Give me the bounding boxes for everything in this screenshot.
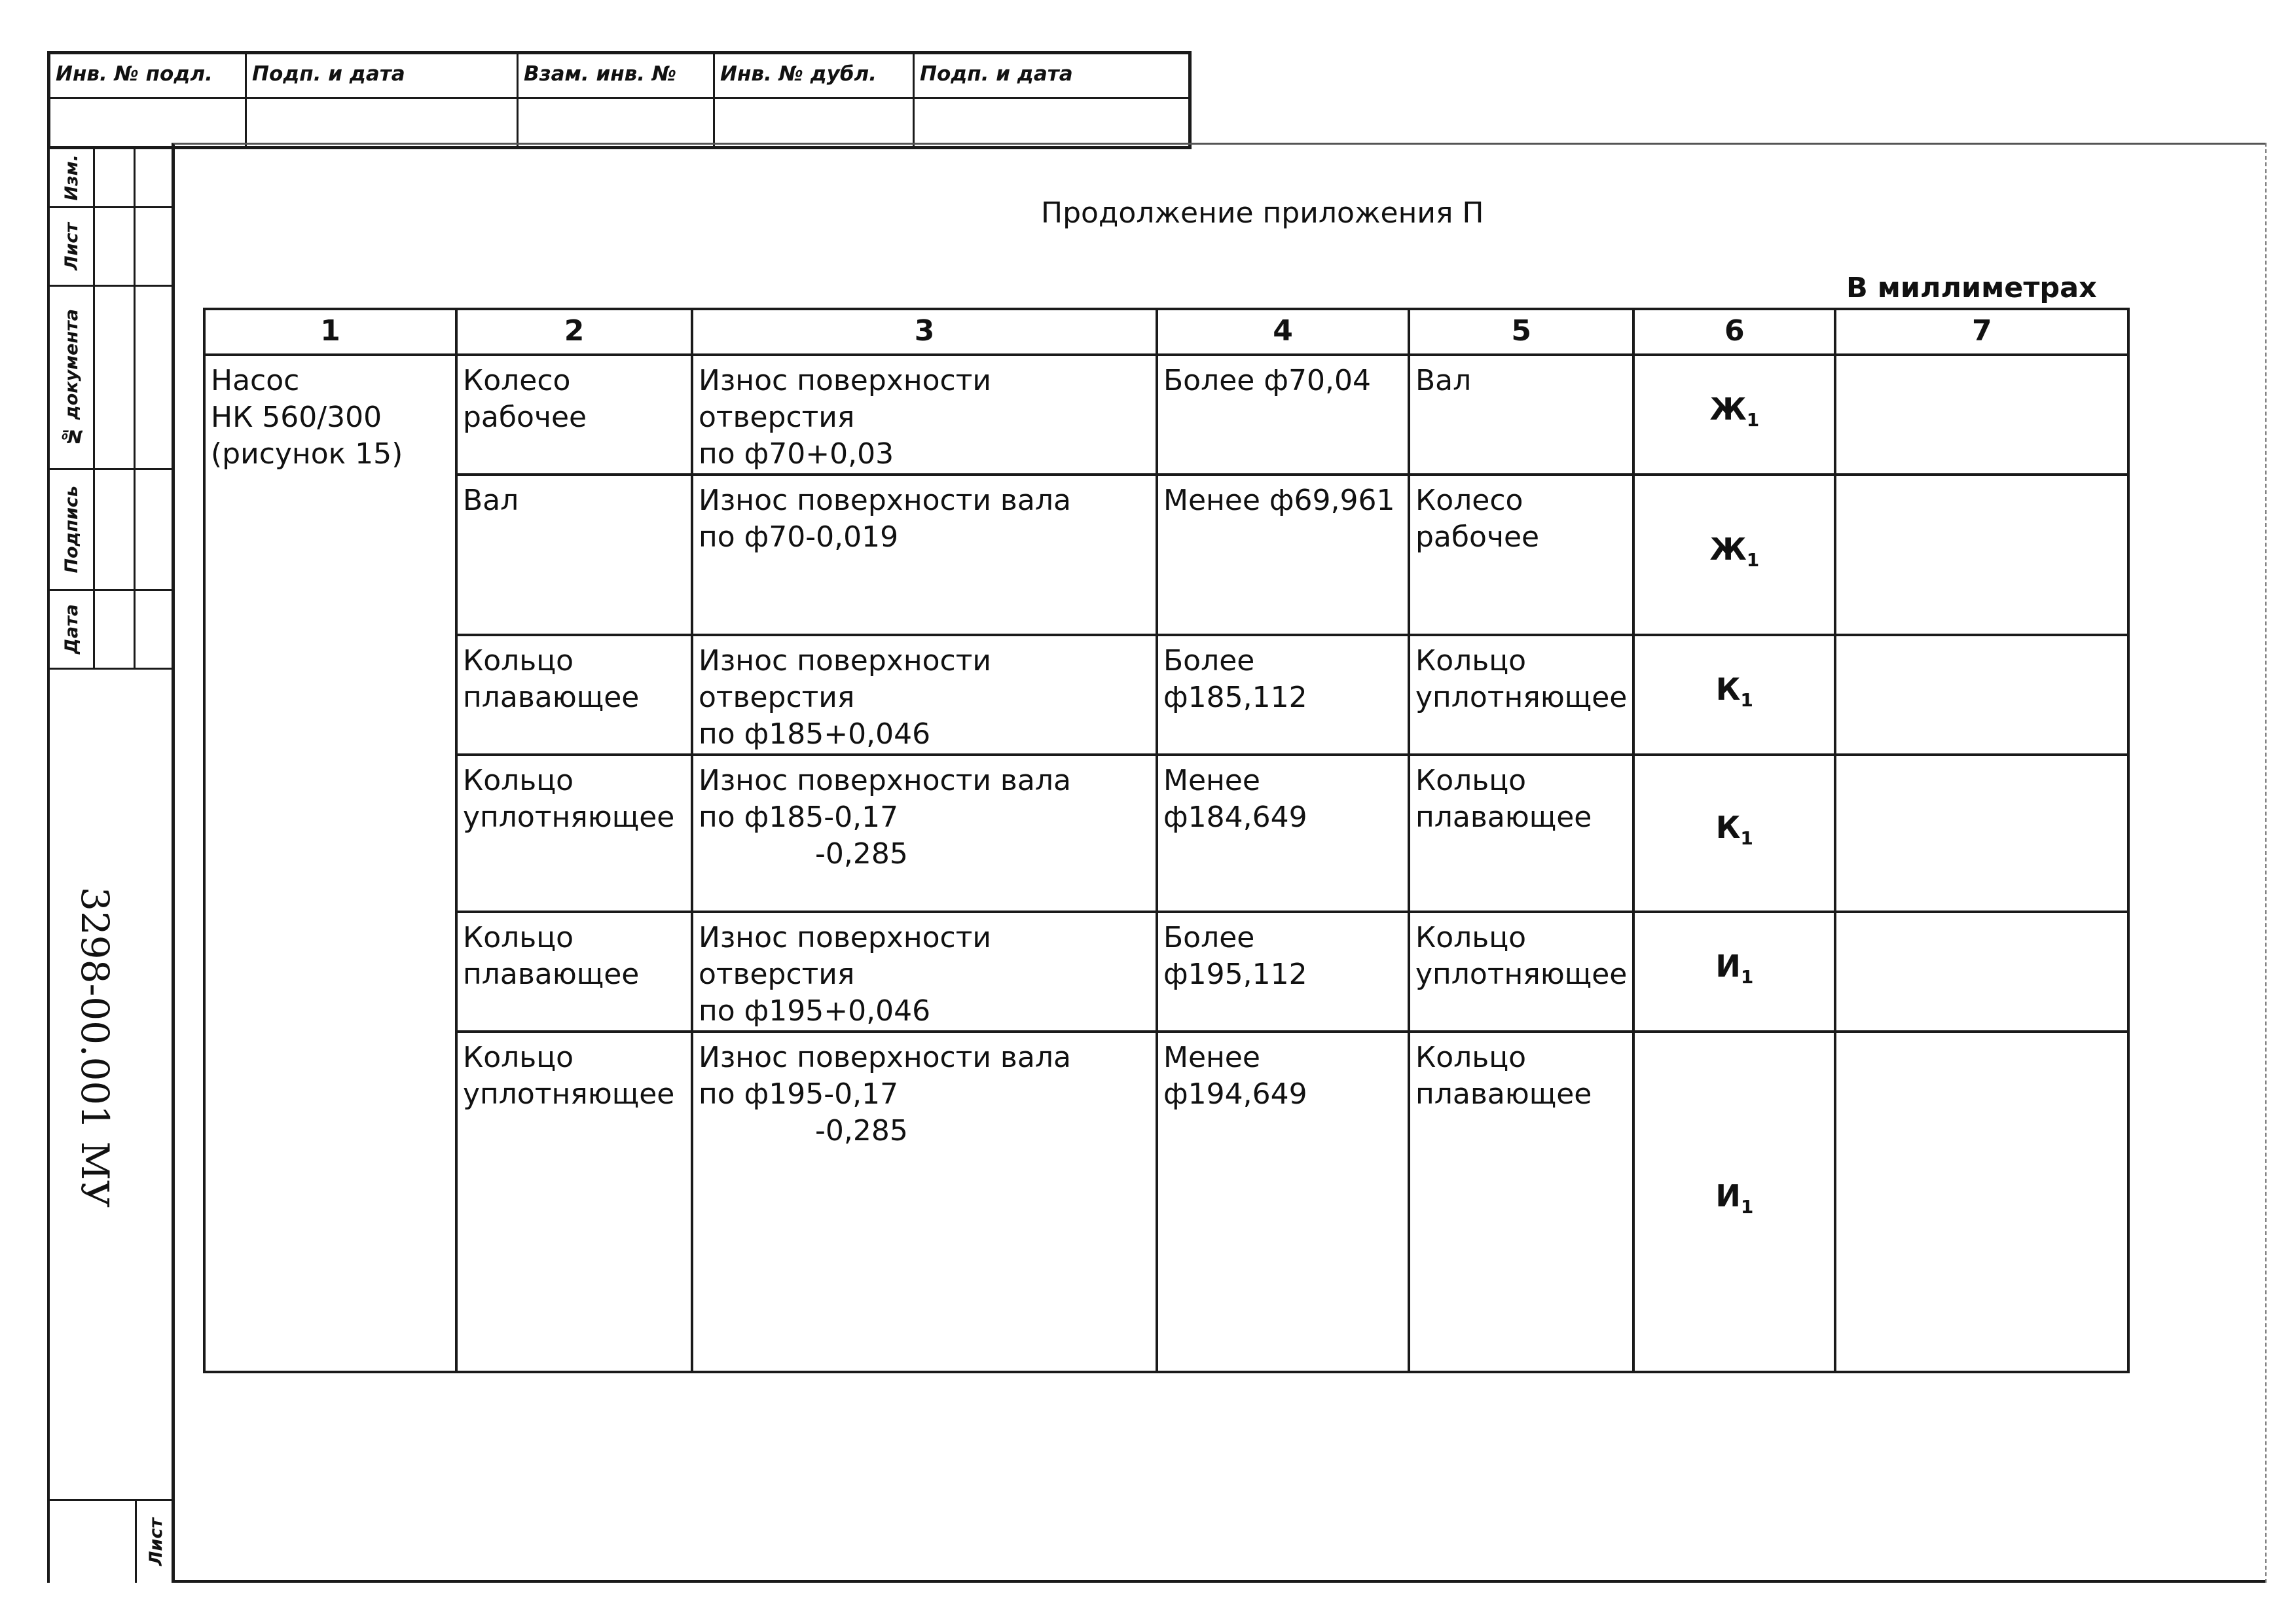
column-header: 2 [456,309,692,355]
table-row [204,912,2128,1032]
table-header-row [204,309,2128,355]
part-line: Вал [463,484,519,517]
strip-row-izm [50,149,175,208]
note-cell [1835,635,2128,755]
part-line: Кольцо [463,921,574,954]
repair-mark-index: 1 [1746,409,1760,431]
defect-line: Износ поверхности вала [699,764,1071,797]
stamp-header-sign-date-2: Подп. и дата [915,54,1188,99]
frame-right-edge [2265,143,2267,1583]
part-line: Кольцо [463,1041,574,1074]
limit-cell [1157,635,1409,755]
mating-part-cell [1409,355,1633,475]
part-line: рабочее [463,401,587,434]
defect-line: Износ поверхности отверстия [699,921,991,991]
defect-line: по ф70-0,019 [699,520,899,554]
defect-cell [692,635,1157,755]
mating-part-line: Кольцо [1415,764,1527,797]
part-cell [456,355,692,475]
limit-line: ф184,649 [1163,801,1307,834]
strip-label: Изм. [61,154,82,201]
column-header: 1 [204,309,456,355]
table-row [204,755,2128,912]
limit-cell [1157,475,1409,635]
mating-part-cell [1409,912,1633,1032]
document-number [52,884,137,1211]
defect-line: по ф185+0,046 [699,717,931,751]
object-cell [204,355,456,1372]
object-line: Насос [211,364,300,397]
signature-stamp [47,51,1192,149]
strip-row-date [50,591,175,670]
note-cell [1835,475,2128,635]
defect-line: -0,285 [815,837,908,871]
stamp-cell [247,99,519,146]
defects-table [203,308,2130,1373]
mating-part-line: Кольцо [1415,921,1527,954]
repair-mark-index: 1 [1740,966,1754,988]
strip-row-list [50,208,175,287]
note-cell [1835,755,2128,912]
table-body [204,355,2128,1372]
part-cell [456,1032,692,1372]
limit-line: Менее [1163,764,1260,797]
defect-cell [692,475,1157,635]
column-header: 4 [1157,309,1409,355]
limit-cell [1157,1032,1409,1372]
repair-mark: И [1715,948,1741,984]
mating-part-cell [1409,475,1633,635]
units-label: В миллиметрах [1846,272,2097,304]
defect-line: Износ поверхности вала [699,1041,1071,1074]
table-row [204,635,2128,755]
defect-cell [692,912,1157,1032]
mating-part-line: рабочее [1415,520,1540,554]
repair-mark-cell [1633,475,1835,635]
repair-mark-cell [1633,1032,1835,1372]
side-title-strip [47,149,175,1583]
defect-line: по ф185-0,17 [699,801,899,834]
limit-line: Более ф195,112 [1163,921,1307,991]
mating-part-line: плавающее [1415,801,1592,834]
limit-line: Более [1163,644,1255,677]
limit-line: Менее ф69,961 [1163,484,1395,517]
part-line: плавающее [463,681,640,714]
mating-part-line: Кольцо [1415,644,1527,677]
column-header: 3 [692,309,1157,355]
stamp-cell [915,99,1188,146]
mating-part-cell [1409,1032,1633,1372]
column-header: 6 [1633,309,1835,355]
repair-mark: К [1715,810,1741,846]
part-line: Кольцо [463,764,574,797]
limit-line: Более ф70,04 [1163,364,1371,397]
column-header: 5 [1409,309,1633,355]
defect-line: по ф195-0,17 [699,1077,899,1111]
repair-mark-cell [1633,355,1835,475]
limit-line: ф185,112 [1163,681,1307,714]
defect-line: -0,285 [815,1114,908,1147]
limit-cell [1157,912,1409,1032]
mating-part-line: Вал [1415,364,1472,397]
sheet-number-box [47,1499,175,1583]
defect-line: Износ поверхности вала [699,484,1071,517]
defect-cell [692,355,1157,475]
repair-mark: К [1715,671,1741,707]
part-cell [456,912,692,1032]
defect-cell [692,1032,1157,1372]
stamp-header-sign-date: Подп. и дата [247,54,519,99]
continuation-title: Продолжение приложения П [1041,196,1484,230]
part-line: уплотняющее [463,801,675,834]
mating-part-line: Кольцо [1415,1041,1527,1074]
strip-row-sign [50,470,175,591]
limit-line: Менее ф194,649 [1163,1041,1307,1111]
note-cell [1835,912,2128,1032]
repair-mark-cell [1633,912,1835,1032]
sheet-label: Лист [145,1518,166,1566]
mating-part-line: уплотняющее [1415,958,1628,991]
part-cell [456,755,692,912]
column-header: 7 [1835,309,2128,355]
repair-mark: И [1715,1178,1741,1214]
stamp-cell [519,99,715,146]
note-cell [1835,1032,2128,1372]
stamp-cell [715,99,915,146]
part-line: Кольцо [463,644,574,677]
limit-cell [1157,355,1409,475]
strip-label: Дата [61,604,82,655]
repair-mark-cell [1633,635,1835,755]
mating-part-line: плавающее [1415,1077,1592,1111]
repair-mark-index: 1 [1740,689,1753,712]
limit-cell [1157,755,1409,912]
defect-line: Износ поверхности отверстия [699,364,991,434]
stamp-cell [50,99,247,146]
table-row [204,475,2128,635]
strip-label: № документа [61,308,82,446]
repair-mark-index: 1 [1740,1196,1754,1218]
object-line: (рисунок 15) [211,437,403,471]
defect-cell [692,755,1157,912]
part-line: Колесо [463,364,571,397]
part-line: уплотняющее [463,1077,675,1111]
table-row [204,1032,2128,1372]
repair-mark-index: 1 [1746,549,1760,571]
stamp-header-replace-inv: Взам. инв. № [519,54,715,99]
document-number-text: 3298-00.001 МУ [73,887,117,1208]
mating-part-cell [1409,755,1633,912]
strip-row-doc [50,287,175,470]
defect-line: Износ поверхности отверстия [699,644,991,714]
repair-mark-cell [1633,755,1835,912]
object-line: НК 560/300 [211,401,382,434]
strip-label: Подпись [61,486,82,573]
defect-line: по ф195+0,046 [699,994,931,1028]
repair-mark: Ж [1709,531,1747,567]
defect-line: по ф70+0,03 [699,437,894,471]
stamp-header-inv-orig: Инв. № подл. [50,54,247,99]
mating-part-line: Колесо [1415,484,1523,517]
part-line: плавающее [463,958,640,991]
note-cell [1835,355,2128,475]
part-cell [456,475,692,635]
stamp-header-inv-dup: Инв. № дубл. [715,54,915,99]
strip-label: Лист [61,223,82,270]
mating-part-cell [1409,635,1633,755]
repair-mark: Ж [1709,391,1747,427]
repair-mark-index: 1 [1740,827,1753,850]
mating-part-line: уплотняющее [1415,681,1628,714]
table-row [204,355,2128,475]
part-cell [456,635,692,755]
